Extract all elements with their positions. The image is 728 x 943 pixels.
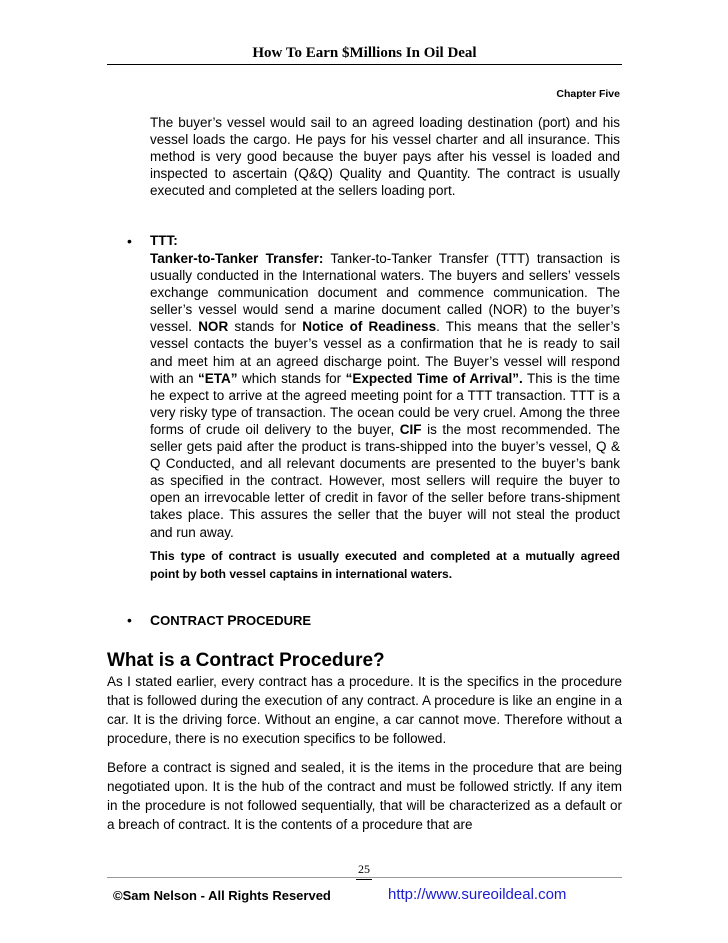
ttt-text-3: . This means that the seller’s vessel contacts the buyer’s vessel as a confirmation that he is ready to sail and meet him at an agreed discharge point. The Buyer’s vessel will respond with an	[150, 319, 620, 386]
ttt-text-1: Tanker-to-Tanker Transfer (TTT) transaction is usually conducted in the International waters. The buyers and sellers’ vessels exchange communication document and commence communication. The seller’s vessel would send a marine document called (NOR) to the buyer’s vessel.	[150, 251, 620, 335]
paragraph-ttt	[150, 250, 620, 541]
running-title: How To Earn $Millions In Oil Deal	[252, 45, 477, 61]
eta-term: “ETA”	[198, 370, 238, 386]
contract-procedure-heading	[150, 612, 311, 629]
footer-rule	[107, 877, 622, 878]
contract-rest: ONTRACT	[160, 613, 224, 628]
header-rule	[107, 64, 622, 65]
ttt-text-6: is the most recommended. The seller gets paid after the product is trans-shipped into the buyer’s vessel, Q & Q Conducted, and all relevant documents are presented to the buyer’s bank as specified in the contract. However, most sellers will require the buyer to open an irrevocable letter of credit in favor of the seller before trans-shipment takes place. This assures the seller that the buyer will not steal the product and run away.	[150, 421, 620, 540]
paragraph-procedure-intro: As I stated earlier, every contract has a procedure. It is the specifics in the procedure that is followed during the execution of any contract. A procedure is like an engine in a car. It is the driving force. Without an engine, a car cannot move. Therefore without a procedure, there is no execution specifics to be followed.	[107, 674, 622, 746]
ttt-note: This type of contract is usually executed and completed at a mutually agreed point by both vessel captains in international waters.	[150, 549, 620, 581]
ttt-text-4: which stands for	[237, 370, 346, 386]
paragraph-procedure-negotiation: Before a contract is signed and sealed, it is the items in the procedure that are being negotiated upon. It is the hub of the contract and must be followed strictly. If any item in the procedure is not followed sequentially, that will be characterized as a default or a breach of contract. It is the contents of a procedure that are	[107, 760, 622, 832]
copyright-notice: ©Sam Nelson - All Rights Reserved	[113, 888, 331, 903]
procedure-rest: ROCEDURE	[236, 613, 312, 628]
bullet-icon: •	[127, 612, 132, 628]
contract-initial: C	[150, 612, 161, 628]
cif-term: CIF	[399, 421, 422, 437]
nor-term: NOR	[198, 319, 229, 335]
ttt-text-2: stands for	[228, 319, 303, 335]
page-number: 25	[358, 862, 370, 876]
ttt-text-5: This is the time he expect to arrive at the agreed meeting point for a TTT transaction. TTT is a very risky type of transaction. The ocean could be very cruel. Among the three forms of crude oil delivery to the buyer,	[150, 370, 621, 437]
chapter-label: Chapter Five	[556, 88, 620, 100]
nor-full-term: Notice of Readiness	[302, 319, 437, 335]
footer-url-link[interactable]: http://www.sureoildeal.com	[388, 886, 567, 903]
section-heading: What is a Contract Procedure?	[107, 650, 385, 671]
page-number-underline	[356, 879, 372, 880]
paragraph-fob-method: The buyer’s vessel would sail to an agreed loading destination (port) and his vessel loads the cargo. He pays for his vessel charter and all insurance. This method is very good because the buyer pays after his vessel is loaded and inspected to ascertain (Q&Q) Quality and Quantity. The contract is usually executed and completed at the sellers loading port.	[150, 115, 620, 199]
bullet-icon: •	[127, 233, 132, 249]
ttt-heading: TTT:	[150, 233, 178, 248]
ttt-term: Tanker-to-Tanker Transfer:	[150, 251, 324, 266]
procedure-initial: P	[227, 612, 237, 628]
eta-full-term: “Expected Time of Arrival”.	[345, 370, 523, 386]
